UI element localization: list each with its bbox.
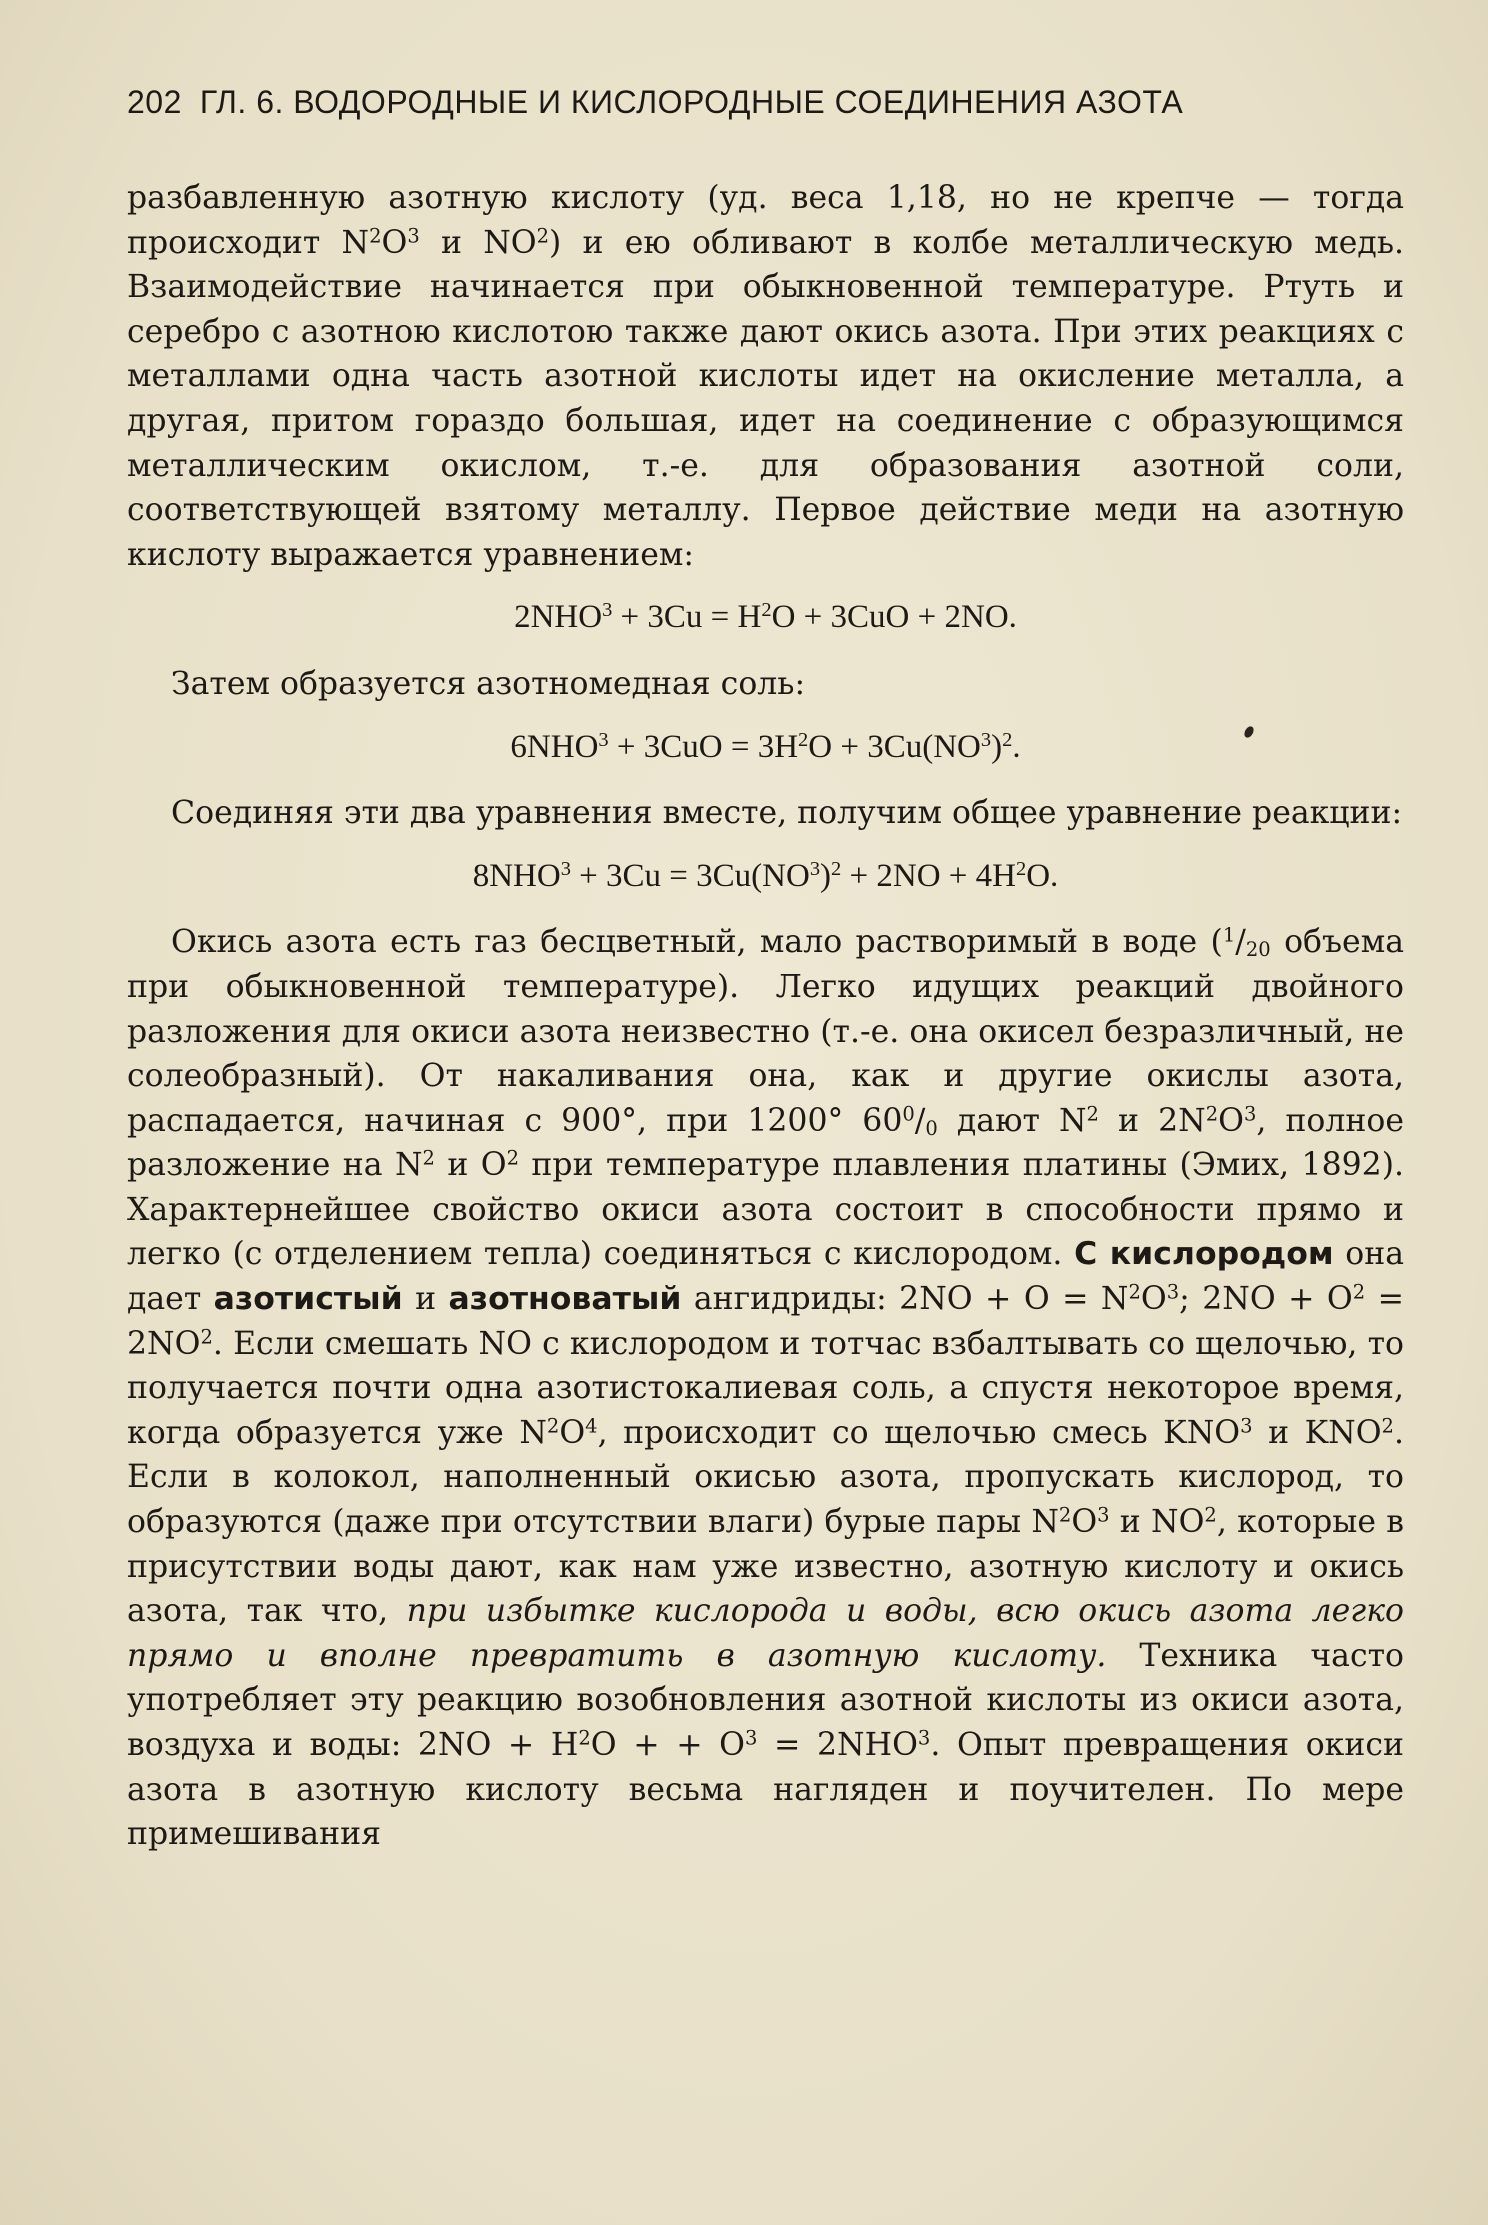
paragraph-2: Затем образуется азотномедная соль:: [171, 665, 806, 702]
running-title: ГЛ. 6. ВОДОРОДНЫЕ И КИСЛОРОДНЫЕ СОЕДИНЕНИЯ АЗОТА: [199, 84, 1184, 120]
bold-term: азотноватый: [448, 1281, 682, 1318]
bold-term: азотистый: [213, 1281, 403, 1318]
running-header: [127, 84, 1404, 121]
paragraph-3: Соединяя эти два уравнения вместе, получим общее уравнение реакции:: [171, 795, 1403, 832]
bold-term: С кислородом: [1074, 1236, 1334, 1273]
equation-1: $2NHO^3 + 3Cu = H^2O + 3CuO + 2NO$.: [514, 599, 1017, 636]
body-text: [127, 176, 1404, 1857]
paragraph-4: Окись азота есть газ бесцветный, мало растворимый в воде ($^1/_{20}$ объема при обыкновенной температуре). Легко идущих реакций двойного разложения для окиси азота неизвестно (т.-е. она окисел безразличный, не солеобразный). От накаливания она, как и другие окислы азота, распадается, начиная с 900°, при 1200° $60^0/_0$ дают $N^2$ и $2N^2O^3$, полное разложение на $N^2$ и $O^2$ при температуре плавления платины (Эмих, 1892). Характернейшее свойство окиси азота состоит в способности прямо и легко (с отделением тепла) соединяться с кислородом. С кислородом она дает азотистый и азотноватый ангидриды: $2NO + O = N^2O^3$; $2NO + O^2 = 2NO^2$. Если смешать NO с кислородом и тотчас взбалтывать со щелочью, то получается почти одна азотистокалиевая соль, а спустя некоторое время, когда образуется уже $N^2O^4$, происходит со щелочью смесь KNO$^3$ и KNO$^2$. Если в колокол, наполненный окисью азота, пропускать кислород, то образуются (даже при отсутствии влаги) бурые пары $N^2O^3$ и $NO^2$, которые в присутствии воды дают, как нам уже известно, азотную кислоту и окись азота, так что, при избытке кислорода и воды, всю окись азота легко прямо и вполне превратить в азотную кислоту. Техника часто употребляет эту реакцию возобновления азотной кислоты из окиси азота, воздуха и воды: $2NO + H^2O$ + + $O^3 = 2NHO^3$. Опыт превращения окиси азота в азотную кислоту весьма нагляден и поучителен. По мере примешивания: [127, 923, 1404, 1853]
italic-emphasis: при избытке кислорода и воды, всю окись азота легко прямо и вполне превратить в азотную кислоту.: [127, 1593, 1404, 1674]
paragraph-1: разбавленную азотную кислоту (уд. веса 1,18, но не крепче — тогда происходит $N^2O^3$ и $NO^2$) и ею обливают в колбе металлическую медь. Взаимодействие начинается при обыкновенной температуре. Ртуть и серебро с азотною кислотою также дают окись азота. При этих реакциях с металлами одна часть азотной кислоты идет на окисление металла, а другая, притом гораздо большая, идет на соединение с образующимся металлическим окислом, т.-е. для образования азотной соли, соответствующей взятому металлу. Первое действие меди на азотную кислоту выражается уравнением:: [127, 180, 1404, 573]
page-number: 202: [127, 84, 182, 120]
equation-3: $8NHO^3 + 3Cu = 3Cu(NO^3)^2 + 2NO + 4H^2O$.: [472, 857, 1059, 894]
equation-2: $6NHO^3 + 3CuO = 3H^2O + 3Cu(NO^3)^2$.: [510, 728, 1021, 765]
